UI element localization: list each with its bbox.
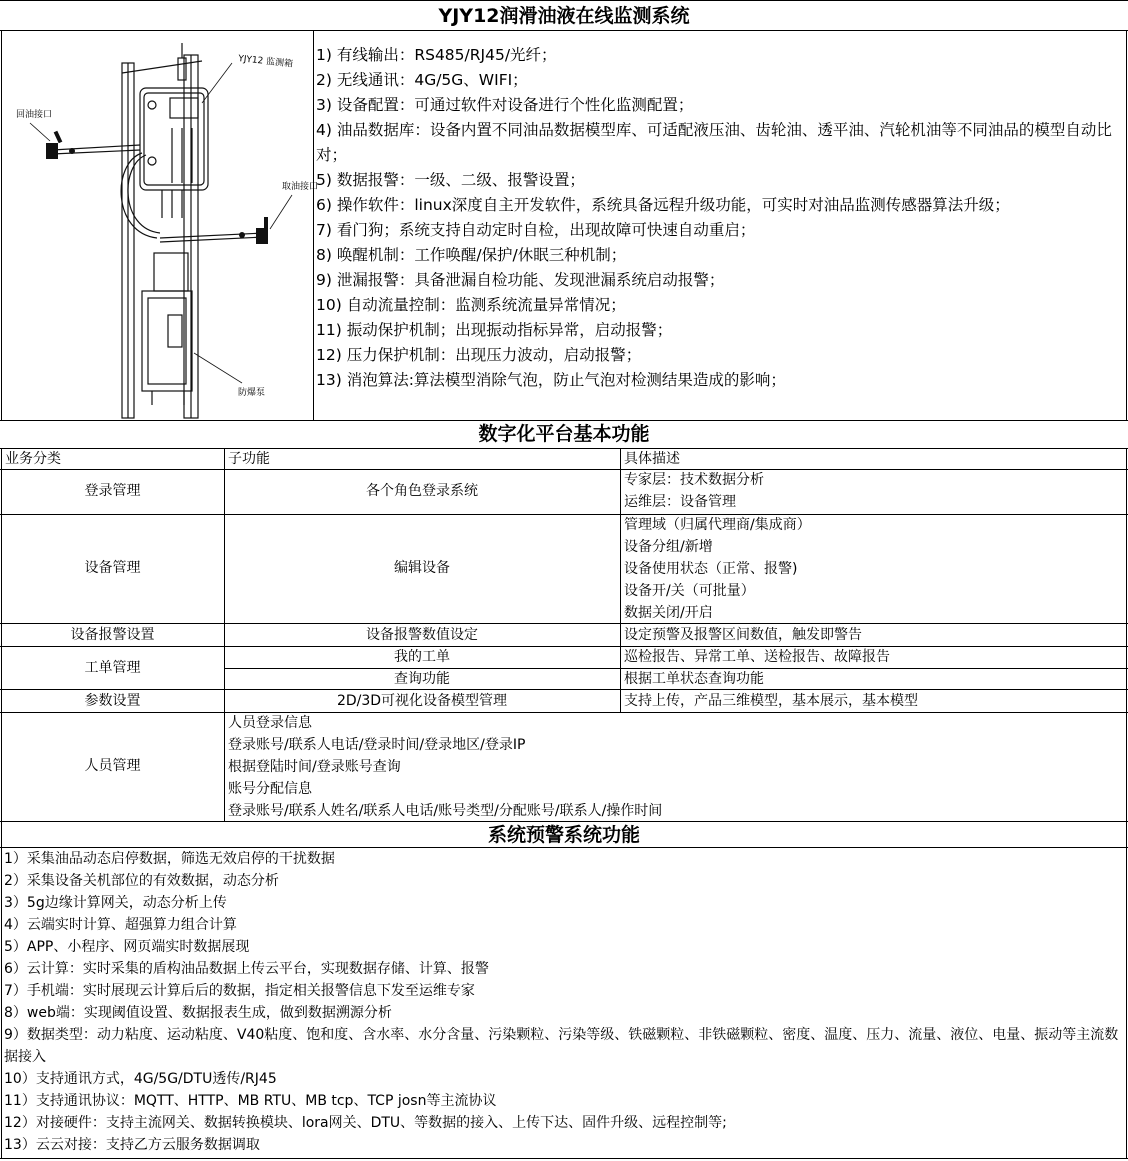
warning-item: 8）web端：实现阈值设置、数据报表生成，做到数据溯源分析 xyxy=(4,1005,392,1021)
params-sub: 2D/3D可视化设备模型管理 xyxy=(336,693,508,709)
personnel-category: 人员管理 xyxy=(84,758,141,774)
warning-item: 12）对接硬件：支持主流网关、数据转换模块、lora网关、DTU、等数据的接入、上传下达、固件升级、远程控制等; xyxy=(4,1115,727,1131)
warning-title: 系统预警系统功能 xyxy=(487,824,640,846)
grid-line xyxy=(0,0,1128,1)
warning-item: 4）云端实时计算、超强算力组合计算 xyxy=(4,917,237,933)
grid-line xyxy=(0,469,1128,470)
grid-line xyxy=(1126,448,1127,821)
feature-item: 9) 泄漏报警：具备泄漏自检功能、发现泄漏系统启动报警； xyxy=(316,271,725,289)
warning-item: 3）5g边缘计算网关，动态分析上传 xyxy=(4,895,227,911)
grid-line xyxy=(0,514,1128,515)
diagram-label-pump: 防爆泵 xyxy=(238,388,266,398)
warning-item: 5）APP、小程序、网页端实时数据展现 xyxy=(4,939,250,955)
device-category: 设备管理 xyxy=(84,560,141,576)
feature-item: 13) 消泡算法:算法模型消除气泡，防止气泡对检测结果造成的影响； xyxy=(316,371,786,389)
params-category: 参数设置 xyxy=(84,693,141,709)
feature-item: 4) 油品数据库：设备内置不同油品数据模型库、可适配液压油、齿轮油、透平油、汽轮机油等不同油品的模型自动比对； xyxy=(316,121,1112,164)
login-desc-1: 专家层：技术数据分析 xyxy=(624,472,764,488)
warning-item: 13）云云对接：支持乙方云服务数据调取 xyxy=(4,1137,260,1153)
diagram-label-return-port: 回油接口 xyxy=(16,110,53,120)
warning-item: 9）数据类型：动力粘度、运动粘度、V40粘度、饱和度、含水率、水分含量、污染颗粒、污染等级、铁磁颗粒、非铁磁颗粒、密度、温度、压力、流量、液位、电量、振动等主流数据接入 xyxy=(4,1027,1119,1065)
workorder-sub-1: 我的工单 xyxy=(394,649,450,665)
warning-item: 7）手机端：实时展现云计算后后的数据，指定相关报警信息下发至运维专家 xyxy=(4,983,475,999)
device-desc-5: 数据关闭/开启 xyxy=(624,605,713,621)
grid-line xyxy=(0,448,1128,449)
diagram-label-intake-port: 取油接口 xyxy=(282,182,319,192)
feature-item: 8) 唤醒机制：工作唤醒/保护/休眠三种机制； xyxy=(316,246,627,264)
grid-line xyxy=(1126,821,1127,1159)
personnel-line-3: 根据登陆时间/登录账号查询 xyxy=(228,759,401,775)
grid-line xyxy=(0,712,1128,713)
feature-list xyxy=(316,43,1122,393)
feature-item: 11) 振动保护机制；出现振动指标异常，启动报警； xyxy=(316,321,673,339)
warning-item: 2）采集设备关机部位的有效数据，动态分析 xyxy=(4,873,279,889)
grid-line xyxy=(0,30,1128,31)
device-desc-4: 设备开/关（可批量） xyxy=(624,583,755,599)
warning-item: 11）支持通讯协议：MQTT、HTTP、MB RTU、MB tcp、TCP josn等主流协议 xyxy=(4,1093,497,1109)
workorder-category: 工单管理 xyxy=(84,660,141,676)
workorder-sub-2: 查询功能 xyxy=(394,671,450,687)
feature-item: 10) 自动流量控制：监测系统流量异常情况； xyxy=(316,296,626,314)
header-description: 具体描述 xyxy=(624,451,680,467)
alarm-sub: 设备报警数值设定 xyxy=(366,627,478,643)
device-desc-1: 管理域（归属代理商/集成商） xyxy=(624,517,811,533)
feature-item: 1) 有线输出：RS485/RJ45/光纤； xyxy=(316,46,557,64)
personnel-line-1: 人员登录信息 xyxy=(228,715,312,731)
warning-item: 1）采集油品动态启停数据，筛选无效启停的干扰数据 xyxy=(4,851,335,867)
grid-line xyxy=(313,30,314,420)
personnel-line-4: 账号分配信息 xyxy=(228,781,312,797)
grid-line xyxy=(0,1158,1128,1159)
alarm-desc: 设定预警及报警区间数值，触发即警告 xyxy=(624,627,862,643)
feature-item: 7) 看门狗；系统支持自动定时自检，出现故障可快速自动重启； xyxy=(316,221,756,239)
header-category: 业务分类 xyxy=(5,451,61,467)
alarm-category: 设备报警设置 xyxy=(70,627,155,643)
device-desc-2: 设备分组/新增 xyxy=(624,539,713,555)
device-desc-3: 设备使用状态（正常、报警) xyxy=(624,561,798,577)
grid-line xyxy=(0,420,1128,421)
warning-item: 6）云计算：实时采集的盾构油品数据上传云平台，实现数据存储、计算、报警 xyxy=(4,961,489,977)
feature-item: 6) 操作软件：linux深度自主开发软件，系统具备远程升级功能，可实时对油品监测传感器算法升级； xyxy=(316,196,1010,214)
login-desc-2: 运维层：设备管理 xyxy=(624,494,736,510)
grid-line xyxy=(620,448,621,712)
params-desc: 支持上传，产品三维模型，基本展示，基本模型 xyxy=(624,693,918,709)
workorder-desc-1: 巡检报告、异常工单、送检报告、故障报告 xyxy=(624,649,890,665)
login-category: 登录管理 xyxy=(84,483,141,499)
device-sub: 编辑设备 xyxy=(394,560,450,576)
feature-item: 3) 设备配置：可通过软件对设备进行个性化监测配置； xyxy=(316,96,694,114)
login-sub: 各个角色登录系统 xyxy=(366,483,478,499)
workorder-desc-2: 根据工单状态查询功能 xyxy=(624,671,764,687)
grid-line xyxy=(1,821,2,1159)
personnel-line-2: 登录账号/联系人电话/登录时间/登录地区/登录IP xyxy=(228,737,526,753)
grid-line xyxy=(1126,30,1127,420)
platform-title: 数字化平台基本功能 xyxy=(478,423,650,445)
warning-item: 10）支持通讯方式，4G/5G/DTU透传/RJ45 xyxy=(4,1071,277,1087)
feature-item: 12) 压力保护机制：出现压力波动，启动报警； xyxy=(316,346,642,364)
personnel-line-5: 登录账号/联系人姓名/联系人电话/账号类型/分配账号/联系人/操作时间 xyxy=(228,803,663,819)
device-diagram xyxy=(2,33,319,418)
feature-item: 5) 数据报警：一级、二级、报警设置； xyxy=(316,171,585,189)
header-subfunction: 子功能 xyxy=(228,451,270,467)
main-title: YJY12润滑油液在线监测系统 xyxy=(438,5,690,27)
warning-list xyxy=(4,848,1124,1156)
feature-item: 2) 无线通讯：4G/5G、WIFI； xyxy=(316,71,528,89)
diagram-label-monitor-box: YJY12 监测箱 xyxy=(237,54,294,70)
